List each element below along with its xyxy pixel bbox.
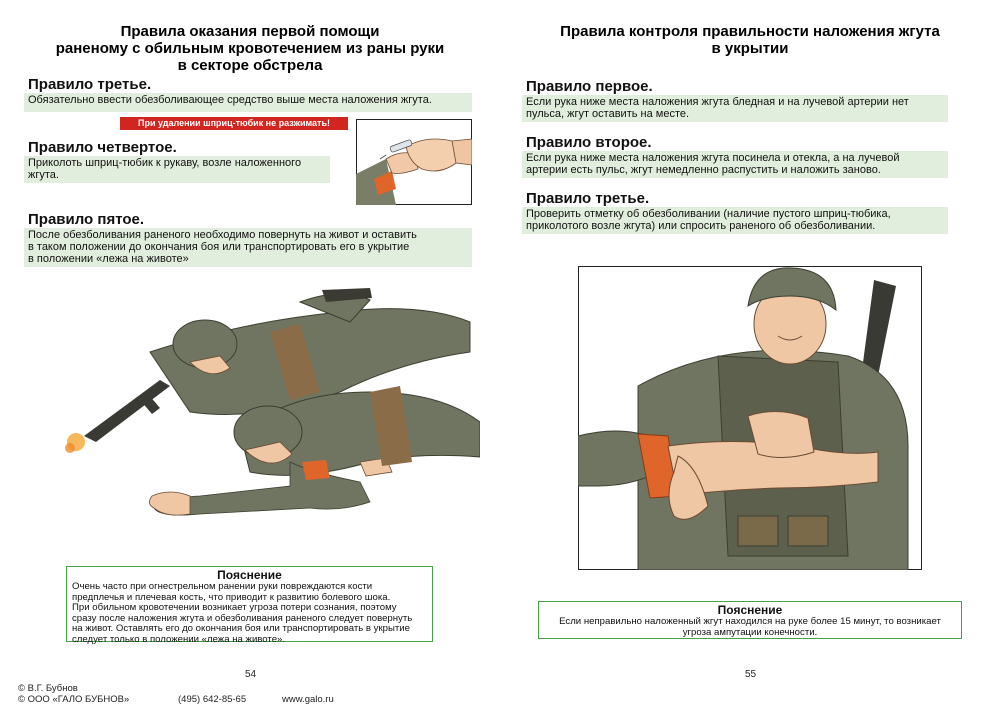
- right-rule-three-box: Правило третье. Проверить отметку об обезболивании (наличие пустого шприц-тюбика, приколотого возле жгута) или спросить раненого об обезболивании.: [522, 190, 948, 234]
- left-page-title: Правила оказания первой помощи раненому с обильным кровотечением из раны руки в секторе обстрела: [55, 23, 445, 74]
- right-page-title: Правила контроля правильности наложения жгута в укрытии: [560, 23, 940, 57]
- syringe-warning-badge: При удалении шприц-тюбик не разжимать!: [120, 117, 348, 130]
- rule-three-box: [24, 76, 472, 112]
- rule-three-heading: Правило третье.: [24, 76, 472, 93]
- soldier-checking-tourniquet-illustration: [578, 266, 922, 570]
- right-rule-two-box: Правило второе. Если рука ниже места наложения жгута посинела и отекла, а на лучевой артерии есть пульс, жгут немедленно распустить и наложить заново.: [522, 134, 948, 178]
- right-page: [500, 0, 1000, 706]
- left-explanation-box: Пояснение Очень часто при огнестрельном ранении руки повреждаются кости предплечья и плечевая кость, что приводит к развитию болевого шока. При обильном кровотечении возникает угроза потери сознания, поэтому сразу после наложения жгута и обезболивания раненого следует повернуть на живот. Оставлять его до окончания боя или транспортировать в укрытие следует только в положении «лежа на животе».: [66, 566, 433, 642]
- left-explanation-title: Пояснение: [217, 568, 282, 582]
- right-page-number: 55: [745, 669, 757, 680]
- right-rule-two-heading: Правило второе.: [522, 134, 948, 151]
- syringe-in-hand-illustration: [356, 119, 472, 205]
- footer-phone: (495) 642-85-65: [178, 694, 247, 705]
- right-explanation-box: Пояснение Если неправильно наложенный жгут находился на руке более 15 минут, то возникает угроза ампутации конечности.: [538, 601, 962, 639]
- right-rule-one-box: Правило первое. Если рука ниже места наложения жгута бледная и на лучевой артерии нет пульса, жгут оставить на месте.: [522, 78, 948, 122]
- right-rule-three-heading: Правило третье.: [522, 190, 948, 207]
- rule-five-heading: Правило пятое.: [24, 211, 472, 228]
- footer-publisher: © ООО «ГАЛО БУБНОВ»: [18, 694, 130, 705]
- rule-three-text: Обязательно ввести обезболивающее средство выше места наложения жгута.: [28, 94, 432, 106]
- rule-four-box: Правило четвертое. Приколоть шприц-тюбик к рукаву, возле наложенного жгута.: [24, 139, 330, 183]
- footer-author: © В.Г. Бубнов: [18, 683, 78, 694]
- footer-website[interactable]: www.galo.ru: [282, 694, 334, 705]
- rule-five-box: Правило пятое. После обезболивания раненого необходимо повернуть на живот и оставить в таком положении до окончания боя или транспортировать его в укрытие в положении «лежа на животе»: [24, 211, 472, 267]
- left-page-number: 54: [245, 669, 257, 680]
- two-prone-soldiers-illustration: [40, 282, 480, 532]
- rule-four-heading: Правило четвертое.: [24, 139, 330, 156]
- right-explanation-title: Пояснение: [717, 603, 783, 617]
- right-rule-one-heading: Правило первое.: [522, 78, 948, 95]
